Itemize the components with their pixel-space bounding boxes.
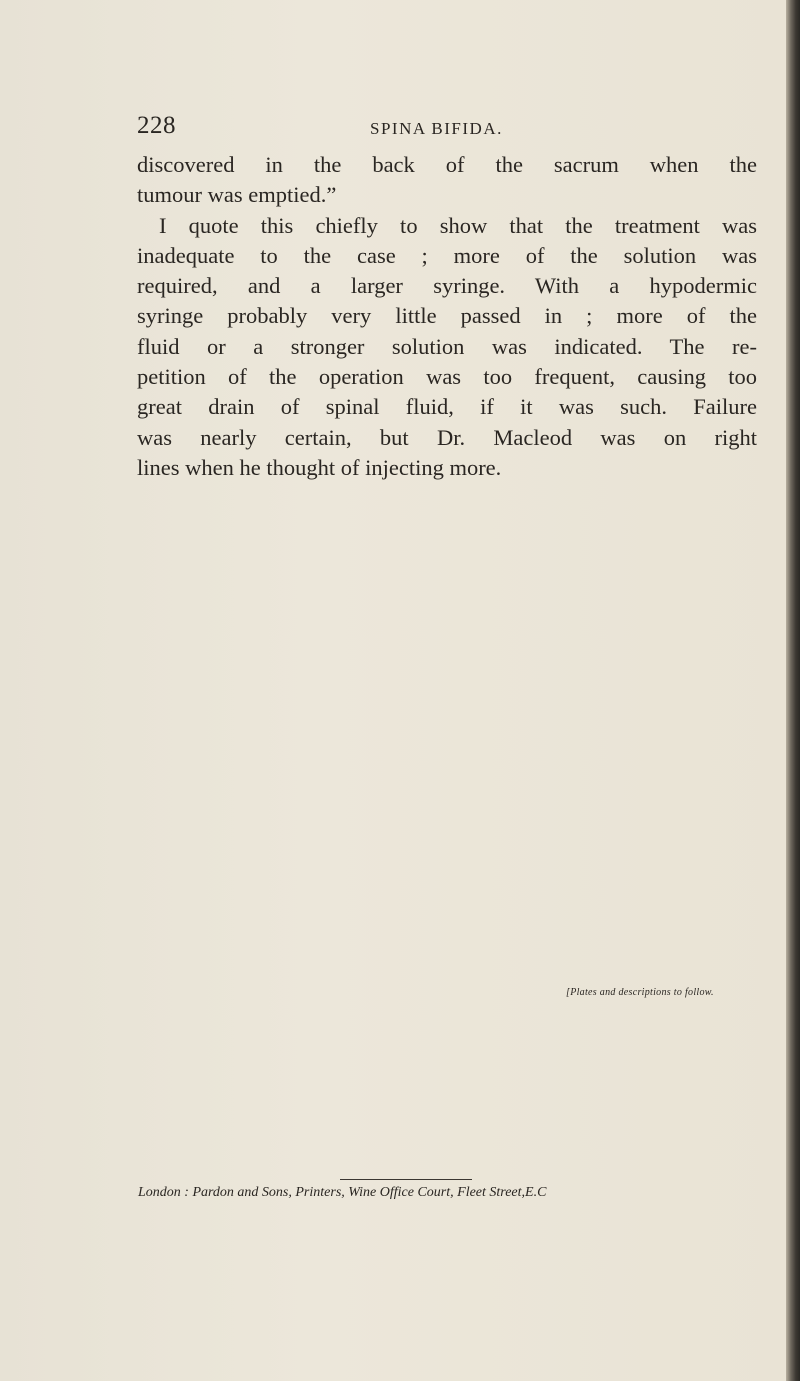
page-edge-shadow — [786, 0, 800, 1381]
text-line: syringe probably very little passed in ; more of the — [137, 303, 757, 329]
running-head: SPINA BIFIDA. — [370, 119, 503, 138]
text-line: was nearly certain, but Dr. Macleod was on right — [137, 424, 757, 450]
printer-imprint: London : Pardon and Sons, Printers, Wine Office Court, Fleet Street,E.C — [138, 1185, 547, 1200]
page-header — [137, 112, 737, 142]
plates-note: [Plates and descriptions to follow. — [566, 987, 714, 998]
text-line: required, and a larger syringe. With a hypodermic — [137, 273, 757, 299]
page-number: 228 — [137, 112, 176, 139]
body-text — [137, 150, 757, 483]
text-line: discovered in the back of the sacrum when the — [137, 152, 757, 177]
text-line: great drain of spinal fluid, if it was such. Failure — [137, 394, 757, 420]
text-line: petition of the operation was too frequent, causing too — [137, 364, 757, 390]
text-line: inadequate to the case ; more of the solution was — [137, 242, 757, 268]
text-line: fluid or a stronger solution was indicated. The re- — [137, 333, 757, 359]
text-line: lines when he thought of injecting more. — [137, 454, 502, 480]
text-line: tumour was emptied.” — [137, 182, 337, 208]
imprint-rule — [340, 1179, 472, 1180]
text-line: I quote this chiefly to show that the treatment was — [159, 212, 757, 238]
